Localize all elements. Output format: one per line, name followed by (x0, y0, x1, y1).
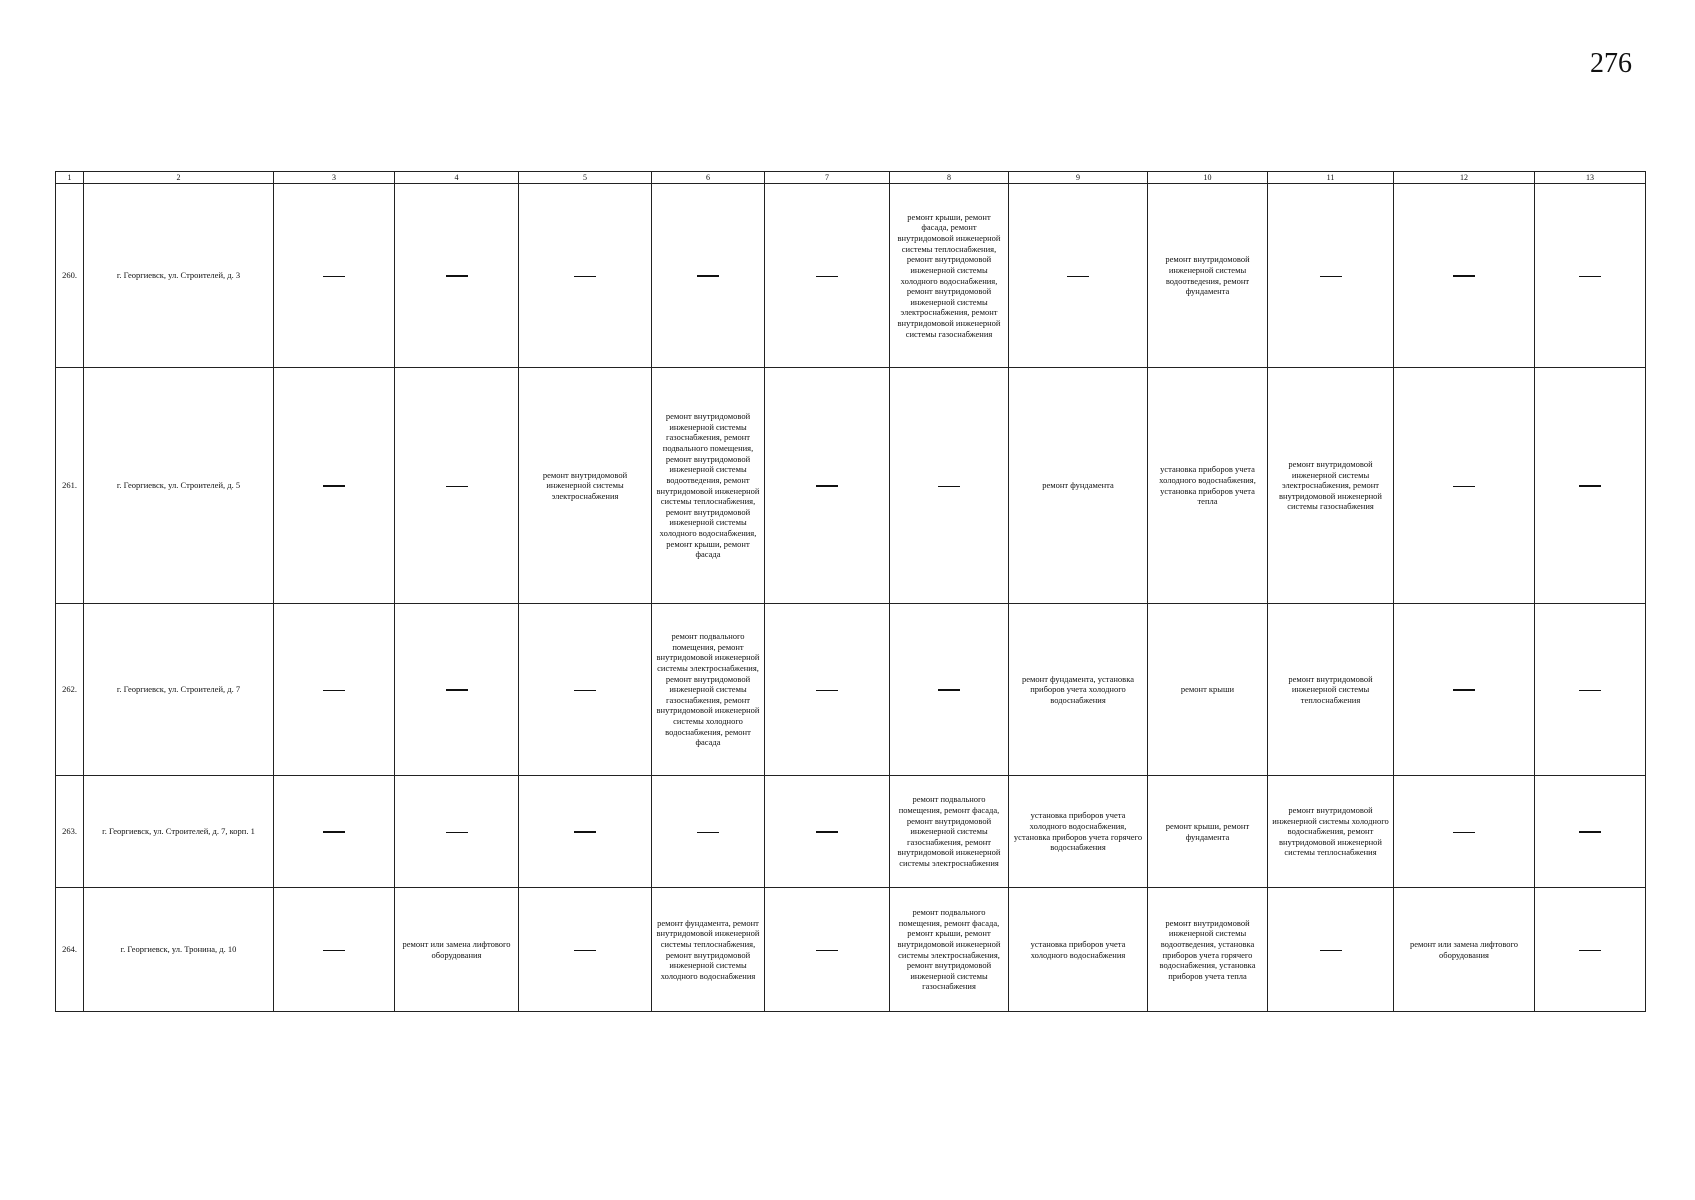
address-cell: г. Георгиевск, ул. Тронина, д. 10 (84, 888, 274, 1012)
works-cell: ремонт или замена лифтового оборудования (1394, 888, 1535, 1012)
empty-cell (765, 604, 890, 776)
works-cell: ремонт фундамента, ремонт внутридомовой инженерной системы теплоснабжения, ремонт внутридомовой инженерной системы холодного водоснабжения (652, 888, 765, 1012)
dash-mark (574, 276, 596, 277)
works-cell: ремонт фундамента (1009, 368, 1148, 604)
dash-mark (446, 832, 468, 833)
empty-cell (395, 368, 519, 604)
empty-cell (765, 184, 890, 368)
column-header: 2 (84, 172, 274, 184)
address-cell: г. Георгиевск, ул. Строителей, д. 5 (84, 368, 274, 604)
works-cell: ремонт внутридомовой инженерной системы водоотведения, ремонт фундамента (1148, 184, 1268, 368)
dash-mark (1579, 276, 1601, 277)
empty-cell (765, 776, 890, 888)
dash-mark (1453, 832, 1475, 833)
works-cell: установка приборов учета холодного водоснабжения (1009, 888, 1148, 1012)
dash-mark (1579, 485, 1601, 487)
empty-cell (890, 368, 1009, 604)
dash-mark (446, 486, 468, 487)
dash-mark (816, 276, 838, 277)
column-header: 7 (765, 172, 890, 184)
table-row (56, 184, 1646, 368)
column-header: 6 (652, 172, 765, 184)
dash-mark (938, 689, 960, 691)
empty-cell (1394, 184, 1535, 368)
column-header: 8 (890, 172, 1009, 184)
empty-cell (765, 888, 890, 1012)
works-cell: ремонт подвального помещения, ремонт внутридомовой инженерной системы электроснабжения, ремонт внутридомовой инженерной системы газоснабжения, ремонт внутридомовой инженерной системы холодного водоснабжения, ремонт фасада (652, 604, 765, 776)
row-number: 260. (56, 184, 84, 368)
table-row (56, 888, 1646, 1012)
row-number: 264. (56, 888, 84, 1012)
dash-mark (574, 831, 596, 833)
empty-cell (652, 184, 765, 368)
dash-mark (1453, 689, 1475, 691)
empty-cell (274, 184, 395, 368)
column-header: 3 (274, 172, 395, 184)
column-header: 12 (1394, 172, 1535, 184)
dash-mark (323, 950, 345, 951)
table-row (56, 368, 1646, 604)
works-cell: ремонт внутридомовой инженерной системы водоотведения, установка приборов учета горячего водоснабжения, установка приборов учета тепла (1148, 888, 1268, 1012)
works-cell: ремонт крыши, ремонт фасада, ремонт внутридомовой инженерной системы теплоснабжения, ремонт внутридомовой инженерной системы холодного водоснабжения, ремонт внутридомовой инженерной системы электроснабжения, ремонт внутридомовой инженерной системы газоснабжения (890, 184, 1009, 368)
dash-mark (1067, 276, 1089, 277)
dash-mark (323, 831, 345, 833)
empty-cell (1394, 604, 1535, 776)
page-number: 276 (1590, 48, 1632, 79)
works-cell: ремонт внутридомовой инженерной системы электроснабжения (519, 368, 652, 604)
address-cell: г. Георгиевск, ул. Строителей, д. 7 (84, 604, 274, 776)
works-cell: ремонт внутридомовой инженерной системы холодного водоснабжения, ремонт внутридомовой инженерной системы теплоснабжения (1268, 776, 1394, 888)
dash-mark (1453, 275, 1475, 277)
empty-cell (395, 604, 519, 776)
dash-mark (816, 690, 838, 691)
empty-cell (765, 368, 890, 604)
column-header: 13 (1535, 172, 1646, 184)
row-number: 263. (56, 776, 84, 888)
empty-cell (1009, 184, 1148, 368)
dash-mark (574, 690, 596, 691)
dash-mark (1320, 276, 1342, 277)
empty-cell (1394, 368, 1535, 604)
table-row (56, 604, 1646, 776)
dash-mark (697, 275, 719, 277)
works-cell: ремонт внутридомовой инженерной системы электроснабжения, ремонт внутридомовой инженерной системы газоснабжения (1268, 368, 1394, 604)
empty-cell (1535, 184, 1646, 368)
column-header: 9 (1009, 172, 1148, 184)
dash-mark (446, 275, 468, 277)
dash-mark (446, 689, 468, 691)
dash-mark (938, 486, 960, 487)
empty-cell (274, 368, 395, 604)
empty-cell (652, 776, 765, 888)
works-cell: ремонт внутридомовой инженерной системы теплоснабжения (1268, 604, 1394, 776)
empty-cell (274, 888, 395, 1012)
works-table (55, 171, 1646, 1012)
empty-cell (1535, 776, 1646, 888)
empty-cell (1535, 888, 1646, 1012)
column-header: 11 (1268, 172, 1394, 184)
address-cell: г. Георгиевск, ул. Строителей, д. 3 (84, 184, 274, 368)
column-header: 4 (395, 172, 519, 184)
empty-cell (519, 604, 652, 776)
works-cell: ремонт или замена лифтового оборудования (395, 888, 519, 1012)
dash-mark (323, 276, 345, 277)
empty-cell (395, 776, 519, 888)
dash-mark (1453, 486, 1475, 487)
column-number-row (56, 172, 1646, 184)
works-cell: ремонт подвального помещения, ремонт фасада, ремонт крыши, ремонт внутридомовой инженерной системы электроснабжения, ремонт внутридомовой инженерной системы газоснабжения (890, 888, 1009, 1012)
empty-cell (519, 776, 652, 888)
empty-cell (519, 184, 652, 368)
dash-mark (574, 950, 596, 951)
dash-mark (816, 831, 838, 833)
dash-mark (323, 690, 345, 691)
works-cell: установка приборов учета холодного водоснабжения, установка приборов учета горячего водоснабжения (1009, 776, 1148, 888)
dash-mark (1579, 831, 1601, 833)
empty-cell (890, 604, 1009, 776)
dash-mark (816, 485, 838, 487)
table-row (56, 776, 1646, 888)
row-number: 262. (56, 604, 84, 776)
empty-cell (1535, 604, 1646, 776)
address-cell: г. Георгиевск, ул. Строителей, д. 7, корп. 1 (84, 776, 274, 888)
empty-cell (274, 776, 395, 888)
dash-mark (697, 832, 719, 833)
dash-mark (816, 950, 838, 951)
empty-cell (1535, 368, 1646, 604)
row-number: 261. (56, 368, 84, 604)
dash-mark (323, 485, 345, 487)
works-cell: ремонт внутридомовой инженерной системы газоснабжения, ремонт подвального помещения, ремонт внутридомовой инженерной системы водоотведения, ремонт внутридомовой инженерной системы теплоснабжения, ремонт внутридомовой инженерной системы холодного водоснабжения, ремонт крыши, ремонт фасада (652, 368, 765, 604)
empty-cell (1268, 888, 1394, 1012)
works-cell: установка приборов учета холодного водоснабжения, установка приборов учета тепла (1148, 368, 1268, 604)
empty-cell (1394, 776, 1535, 888)
empty-cell (519, 888, 652, 1012)
empty-cell (274, 604, 395, 776)
dash-mark (1320, 950, 1342, 951)
column-header: 5 (519, 172, 652, 184)
works-cell: ремонт подвального помещения, ремонт фасада, ремонт внутридомовой инженерной системы газоснабжения, ремонт внутридомовой инженерной системы электроснабжения (890, 776, 1009, 888)
empty-cell (395, 184, 519, 368)
works-cell: ремонт фундамента, установка приборов учета холодного водоснабжения (1009, 604, 1148, 776)
dash-mark (1579, 690, 1601, 691)
dash-mark (1579, 950, 1601, 951)
column-header: 1 (56, 172, 84, 184)
empty-cell (1268, 184, 1394, 368)
works-cell: ремонт крыши (1148, 604, 1268, 776)
column-header: 10 (1148, 172, 1268, 184)
works-cell: ремонт крыши, ремонт фундамента (1148, 776, 1268, 888)
